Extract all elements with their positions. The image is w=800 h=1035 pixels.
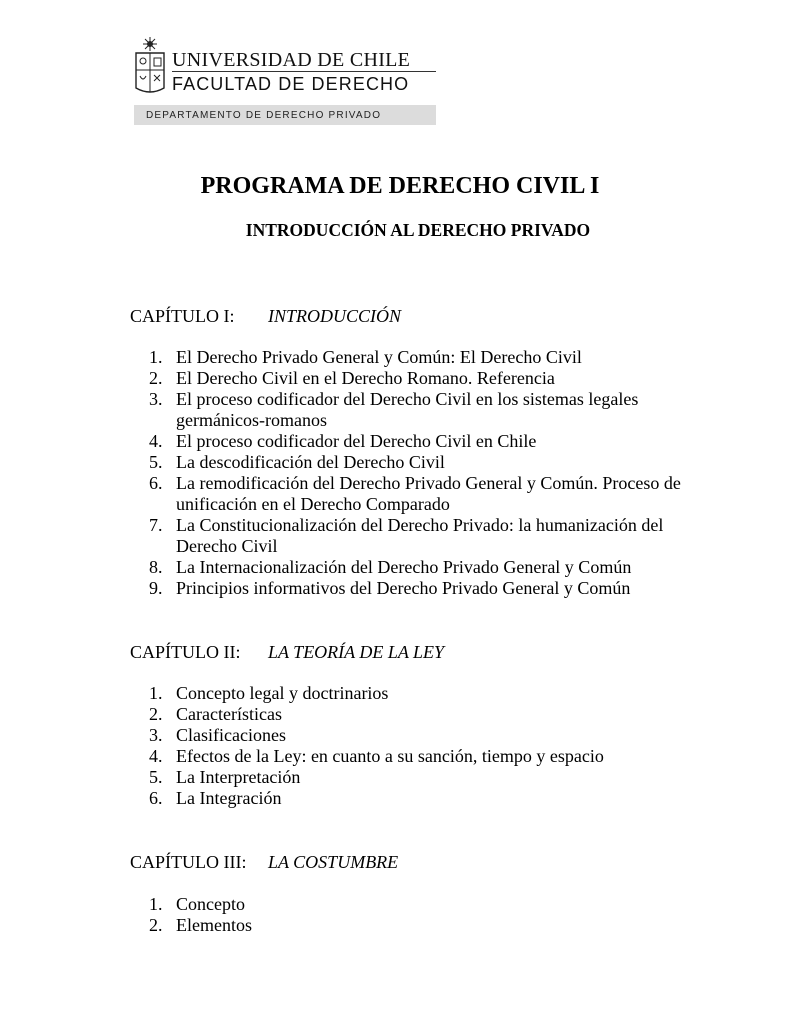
list-item [149, 746, 706, 767]
item-number: 3. [149, 389, 163, 409]
item-number: 4. [149, 746, 163, 766]
list-item [149, 725, 706, 746]
item-text: Efectos de la Ley: en cuanto a su sanción, tiempo y espacio [176, 746, 604, 766]
item-text: La remodificación del Derecho Privado General y Común. Proceso de unificación en el Derecho Comparado [176, 473, 681, 514]
chapter-number: CAPÍTULO III: [130, 852, 247, 872]
item-text: Elementos [176, 915, 252, 935]
faculty-name: FACULTAD DE DERECHO [172, 74, 410, 94]
chapter-3-list [149, 894, 706, 936]
university-name: UNIVERSIDAD DE CHILE [172, 49, 411, 71]
item-text: Concepto legal y doctrinarios [176, 683, 389, 703]
list-item [149, 389, 706, 431]
list-item [149, 683, 706, 704]
list-item [149, 557, 706, 578]
item-text: La Interpretación [176, 767, 301, 787]
item-number: 1. [149, 347, 163, 367]
list-item [149, 915, 706, 936]
faculty-logo [134, 36, 434, 96]
item-text: La Internacionalización del Derecho Privado General y Común [176, 557, 632, 577]
list-item [149, 578, 706, 599]
chapter-1-list [149, 347, 706, 599]
list-item [149, 767, 706, 788]
item-number: 5. [149, 452, 163, 472]
university-crest-icon [134, 36, 166, 96]
item-number: 6. [149, 473, 163, 493]
chapter-2-list [149, 683, 706, 809]
item-number: 1. [149, 894, 163, 914]
item-number: 9. [149, 578, 163, 598]
list-item [149, 452, 706, 473]
item-text: El Derecho Civil en el Derecho Romano. Referencia [176, 368, 555, 388]
item-number: 8. [149, 557, 163, 577]
item-text: La Constitucionalización del Derecho Privado: la humanización del Derecho Civil [176, 515, 664, 556]
chapter-number: CAPÍTULO II: [130, 642, 241, 662]
chapter-1-heading [130, 305, 401, 327]
list-item [149, 704, 706, 725]
item-number: 6. [149, 788, 163, 808]
chapter-2-heading [130, 641, 444, 663]
chapter-title: INTRODUCCIÓN [268, 306, 402, 326]
item-text: Clasificaciones [176, 725, 286, 745]
logo-divider [172, 71, 436, 72]
item-number: 4. [149, 431, 163, 451]
list-item [149, 368, 706, 389]
chapter-number: CAPÍTULO I: [130, 306, 235, 326]
page-subtitle: INTRODUCCIÓN AL DERECHO PRIVADO [245, 220, 591, 240]
item-text: Características [176, 704, 282, 724]
department-banner: DEPARTAMENTO DE DERECHO PRIVADO [134, 105, 436, 125]
chapter-title: LA COSTUMBRE [268, 852, 399, 872]
page-title: PROGRAMA DE DERECHO CIVIL I [200, 173, 600, 199]
item-number: 2. [149, 704, 163, 724]
list-item [149, 431, 706, 452]
chapter-title: LA TEORÍA DE LA LEY [268, 642, 445, 662]
item-text: El Derecho Privado General y Común: El Derecho Civil [176, 347, 582, 367]
item-text: El proceso codificador del Derecho Civil en Chile [176, 431, 537, 451]
list-item [149, 894, 706, 915]
list-item [149, 347, 706, 368]
item-number: 7. [149, 515, 163, 535]
list-item [149, 788, 706, 809]
item-text: Principios informativos del Derecho Privado General y Común [176, 578, 631, 598]
item-text: La descodificación del Derecho Civil [176, 452, 445, 472]
item-number: 5. [149, 767, 163, 787]
item-text: La Integración [176, 788, 282, 808]
list-item [149, 515, 706, 557]
item-number: 2. [149, 915, 163, 935]
chapter-3-heading [130, 851, 398, 873]
item-number: 1. [149, 683, 163, 703]
item-text: El proceso codificador del Derecho Civil en los sistemas legales germánicos-romanos [176, 389, 639, 430]
list-item [149, 473, 706, 515]
item-number: 3. [149, 725, 163, 745]
item-text: Concepto [176, 894, 245, 914]
item-number: 2. [149, 368, 163, 388]
